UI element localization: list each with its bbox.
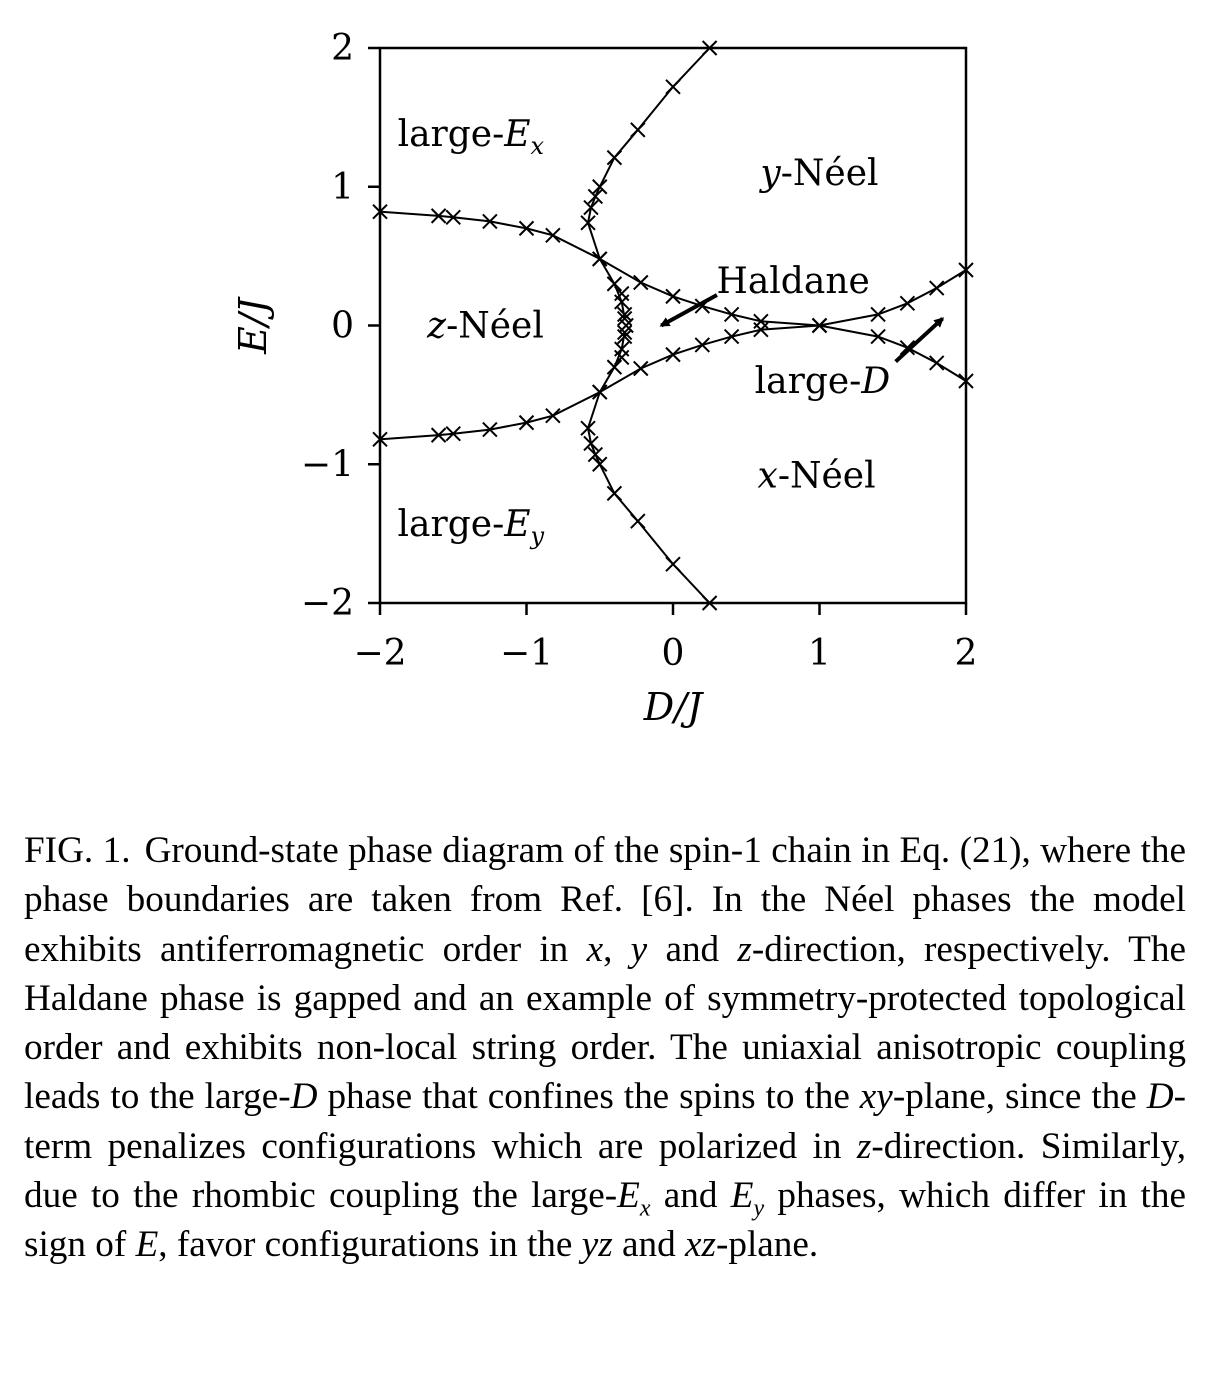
phase-label-4: large-D	[754, 361, 891, 402]
data-point-0-8	[666, 289, 680, 303]
phase-labels	[398, 114, 891, 550]
phase-label-1: y-Néel	[760, 152, 879, 194]
data-point-3-8	[593, 385, 607, 399]
boundary-line-3	[588, 332, 710, 603]
data-point-2-9	[607, 277, 621, 291]
data-point-1-15	[930, 281, 944, 295]
data-point-0-7	[634, 275, 648, 289]
x-axis-label: D/J	[643, 685, 703, 729]
data-point-3-3	[607, 486, 621, 500]
data-point-2-1	[666, 80, 680, 94]
figure-number: FIG. 1.	[24, 830, 131, 871]
data-point-extra-0	[615, 287, 629, 301]
y-axis-label: E/J	[231, 298, 275, 354]
data-point-1-9	[695, 338, 709, 352]
phase-label-3: Haldane	[716, 261, 870, 303]
phase-label-2: z-Néel	[427, 305, 544, 347]
figure-caption	[24, 826, 1186, 1270]
data-point-1-5	[546, 409, 560, 423]
x-tick-label-3: 1	[808, 633, 831, 674]
caption-text: Ground-state phase diagram of the spin-1 chain in Eq. (21), where the phase boundaries are taken from Ref. [6]. In the Néel phases the model exhibits antiferromagnetic order in x, y and z-direction, respectively. The Haldane phase is gapped and an example of symmetry-protected topological order and exhibits non-local string order. The uniaxial anisotropic coupling leads to the large-D phase that confines the spins to the xy-plane, since the D-term penalizes configurations which are polarized in z-direction. Similarly, due to the rhombic coupling the large-$E_x$ and $E_y$ phases, which differ in the sign of E, favor configurations in the yz and xz-plane.	[24, 830, 1187, 1266]
data-point-2-3	[607, 151, 621, 165]
data-point-0-10	[725, 307, 739, 321]
data-point-1-7	[634, 362, 648, 376]
data-point-3-1	[666, 557, 680, 571]
data-point-3-9	[607, 360, 621, 374]
boundary-line-2	[588, 48, 710, 319]
y-tick-label-2: 0	[331, 305, 354, 347]
data-point-2-2	[631, 123, 645, 137]
annotation-arrow-1	[896, 319, 943, 362]
phase-label-0: large-$E_x$	[397, 114, 545, 161]
x-tick-label-2: 0	[661, 633, 685, 674]
phase-label-5: x-Néel	[757, 455, 876, 497]
y-tick-label-3: 1	[331, 166, 354, 208]
data-point-1-10	[725, 330, 739, 344]
y-tick-label-0: −2	[300, 583, 354, 624]
x-axis	[353, 603, 977, 674]
data-point-2-8	[593, 252, 607, 266]
data-point-1-14	[900, 296, 914, 310]
y-axis	[301, 28, 380, 624]
phase-label-6: large-$E_y$	[397, 503, 545, 550]
y-tick-label-1: −1	[300, 444, 354, 486]
y-tick-label-4: 2	[331, 28, 354, 69]
x-tick-label-1: −1	[499, 633, 554, 674]
x-tick-label-0: −2	[353, 633, 407, 674]
data-point-1-8	[666, 348, 680, 362]
data-point-0-15	[930, 356, 944, 370]
data-point-0-5	[546, 228, 560, 242]
x-tick-label-4: 2	[954, 633, 978, 674]
data-point-3-2	[631, 514, 645, 528]
data-point-extra-4	[615, 350, 629, 364]
